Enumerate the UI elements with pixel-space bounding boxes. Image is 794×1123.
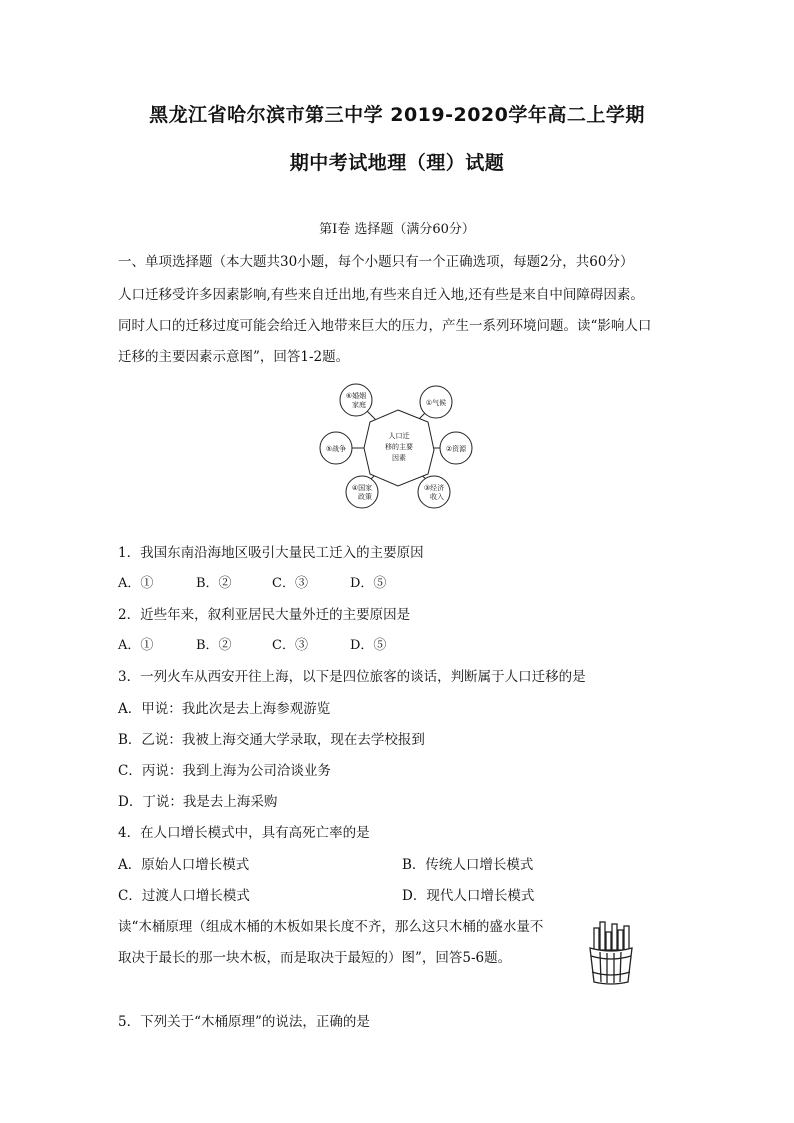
page-title-line1: 黑龙江省哈尔滨市第三中学 2019-2020学年高二上学期 xyxy=(149,104,645,126)
passage1-line2: 同时人口的迁移过度可能会给迁入地带来巨大的压力，产生一系列环境问题。读“影响人口 xyxy=(118,318,652,334)
q1-option-a[interactable]: A．① xyxy=(118,576,154,591)
diagram-node-marriage-l1: ⑥婚姻 xyxy=(345,392,367,400)
q1-option-c[interactable]: C．③ xyxy=(272,576,308,591)
q3-option-d[interactable]: D．丁说：我是去上海采购 xyxy=(118,794,278,810)
diagram-node-war: ⑤战争 xyxy=(325,445,347,453)
passage1-line3: 迁移的主要因素示意图”，回答1-2题。 xyxy=(118,349,350,365)
wooden-bucket-icon xyxy=(582,920,640,986)
question-1-stem: 1．我国东南沿海地区吸引大量民工迁入的主要原因 xyxy=(118,545,424,561)
passage1-line1: 人口迁移受许多因素影响,有些来自迁出地,有些来自迁入地,还有些是来自中间障碍因素。 xyxy=(118,287,644,303)
q4-option-b[interactable]: B．传统人口增长模式 xyxy=(402,857,534,873)
question-4-stem: 4．在人口增长模式中，具有高死亡率的是 xyxy=(118,825,370,841)
passage2-line1: 读“木桶原理（组成木桶的木板如果长度不齐，那么这只木桶的盛水量不 xyxy=(118,919,544,935)
passage2-line2: 取决于最长的那一块木板，而是取决于最短的）图”，回答5-6题。 xyxy=(118,950,512,966)
q1-option-b[interactable]: B．② xyxy=(196,576,232,591)
diagram-node-policy-l1: ④国家 xyxy=(351,484,373,492)
migration-factors-diagram xyxy=(312,380,492,512)
question-5-stem: 5．下列关于“木桶原理”的说法，正确的是 xyxy=(118,1014,370,1030)
diagram-node-policy-l2: 政策 xyxy=(358,493,372,501)
q2-option-b[interactable]: B．② xyxy=(196,638,232,653)
q4-option-a[interactable]: A．原始人口增长模式 xyxy=(118,857,250,873)
diagram-center-line2: 移的主要 xyxy=(385,443,413,451)
q4-option-c[interactable]: C．过渡人口增长模式 xyxy=(118,888,250,904)
diagram-center-line3: 因素 xyxy=(392,454,406,462)
q1-option-d[interactable]: D．⑤ xyxy=(350,576,387,591)
section-heading: 第Ⅰ卷 选择题（满分60分） xyxy=(319,222,475,237)
q3-option-c[interactable]: C．丙说：我到上海为公司洽谈业务 xyxy=(118,763,331,779)
diagram-node-economy-l1: ③经济 xyxy=(423,484,445,492)
question-3-stem: 3．一列火车从西安开往上海，以下是四位旅客的谈话，判断属于人口迁移的是 xyxy=(118,669,586,685)
q2-option-a[interactable]: A．① xyxy=(118,638,154,653)
q2-option-d[interactable]: D．⑤ xyxy=(350,638,387,653)
instructions: 一、单项选择题（本大题共30小题，每个小题只有一个正确选项，每题2分，共60分） xyxy=(118,254,634,270)
diagram-center-line1: 人口迁 xyxy=(388,432,410,440)
diagram-node-climate: ①气候 xyxy=(425,399,447,407)
diagram-node-resources: ②资源 xyxy=(445,445,467,453)
page-title-line2: 期中考试地理（理）试题 xyxy=(289,152,505,174)
q3-option-a[interactable]: A．甲说：我此次是去上海参观游览 xyxy=(118,701,331,717)
diagram-node-marriage-l2: 家庭 xyxy=(352,401,366,409)
q4-option-d[interactable]: D．现代人口增长模式 xyxy=(402,888,535,904)
diagram-node-economy-l2: 收入 xyxy=(430,493,444,501)
q2-option-c[interactable]: C．③ xyxy=(272,638,308,653)
question-2-stem: 2．近些年来，叙利亚居民大量外迁的主要原因是 xyxy=(118,607,411,623)
q3-option-b[interactable]: B．乙说：我被上海交通大学录取，现在去学校报到 xyxy=(118,732,425,748)
